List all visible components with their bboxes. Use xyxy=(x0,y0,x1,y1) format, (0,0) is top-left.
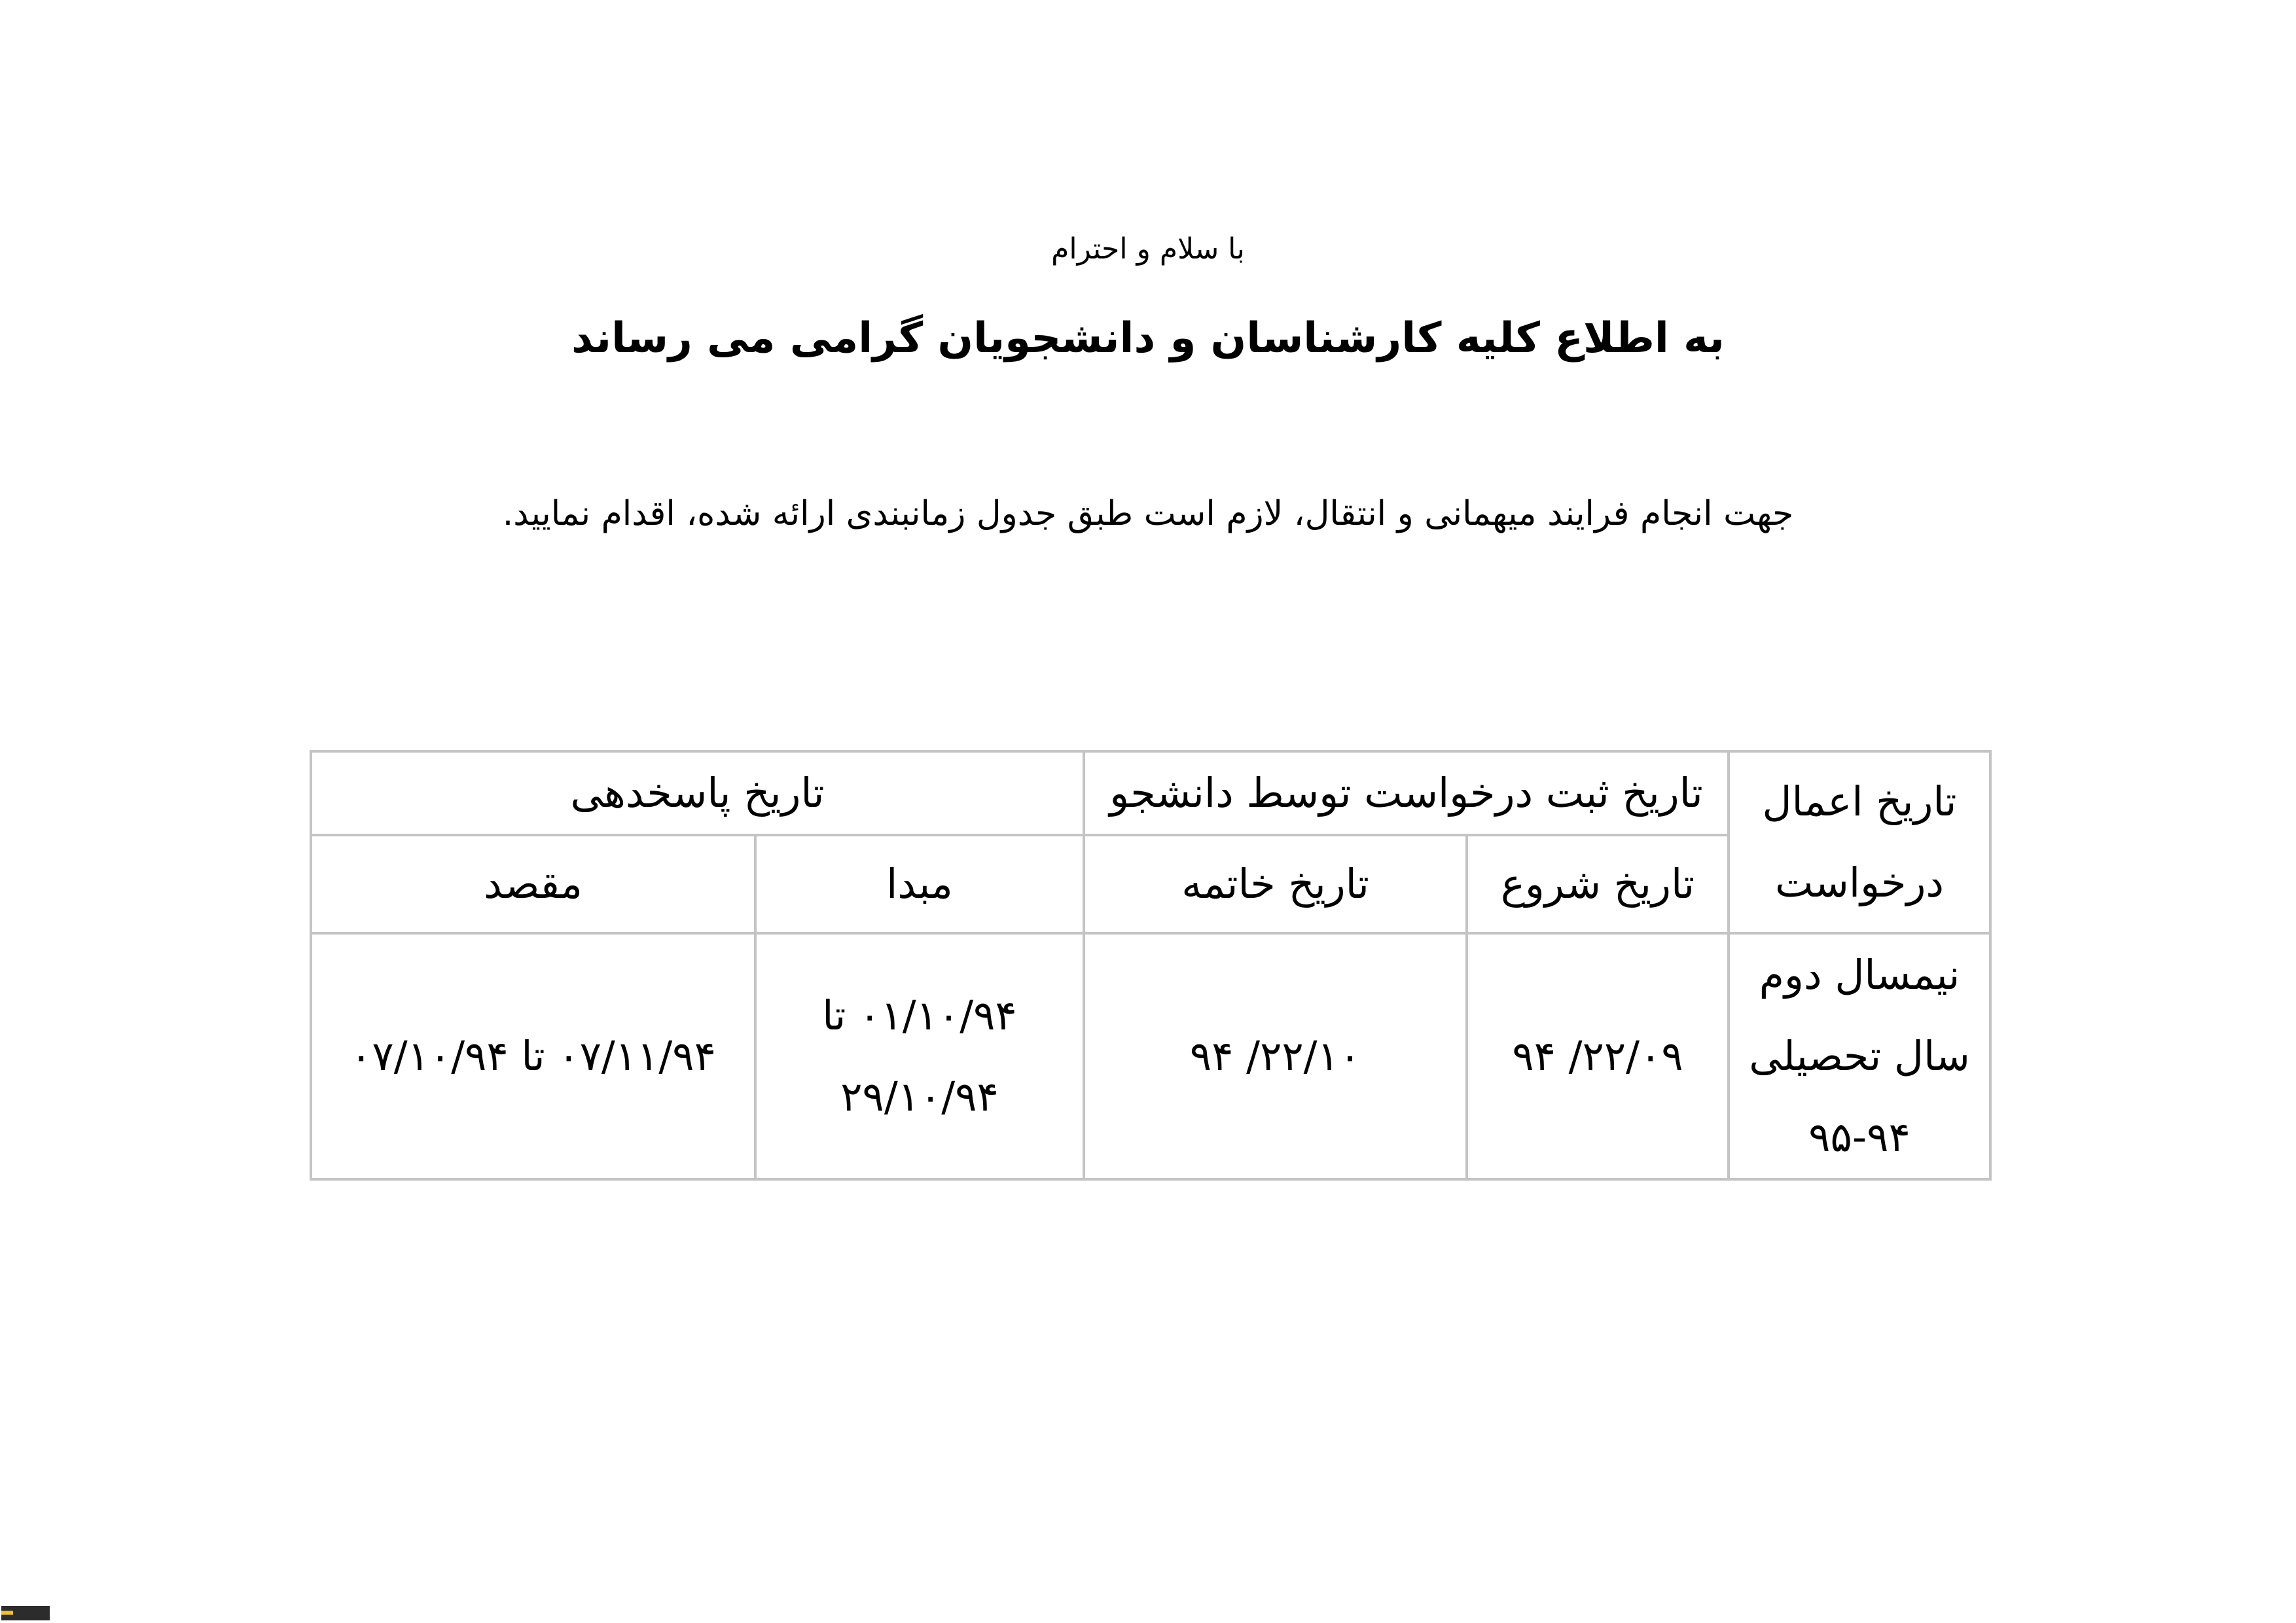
cell-destination: ۰۷/۱۱/۹۴ تا ۰۷/۱۰/۹۴ xyxy=(311,933,755,1179)
cell-semester xyxy=(1729,933,1990,1179)
subheader-start-date: تاریخ شروع xyxy=(1467,835,1729,933)
subheader-origin: مبدا xyxy=(755,835,1084,933)
header-response-date: تاریخ پاسخدهی xyxy=(311,751,1084,835)
cell-semester-line-1: نیمسال دوم xyxy=(1759,951,1960,999)
table-row xyxy=(311,933,1990,1179)
cell-end-date: ۹۴ /۲۲/۱۰ xyxy=(1084,933,1467,1179)
subheader-end-date: تاریخ خاتمه xyxy=(1084,835,1467,933)
announcement-heading: به اطلاع کلیه کارشناسان و دانشجویان گرامی می رساند xyxy=(571,314,1725,363)
header-apply-date-line-2: درخواست xyxy=(1775,859,1945,906)
cell-origin-line-1: ۰۱/۱۰/۹۴ تا xyxy=(822,991,1017,1039)
cell-origin xyxy=(755,933,1084,1179)
corner-watermark-logo: ■■■ xyxy=(1,1606,50,1620)
greeting-line: با سلام و احترام xyxy=(1051,232,1245,266)
cell-start-date: ۹۴ /۲۲/۰۹ xyxy=(1467,933,1729,1179)
cell-semester-line-2: سال تحصیلی xyxy=(1749,1032,1970,1080)
header-apply-date xyxy=(1729,751,1990,933)
intro-paragraph: جهت انجام فرایند میهمانی و انتقال، لازم است طبق جدول زمانبندی ارائه شده، اقدام نمایید. xyxy=(502,494,1794,533)
header-student-request: تاریخ ثبت درخواست توسط دانشجو xyxy=(1084,751,1729,835)
header-apply-date-line-1: تاریخ اعمال xyxy=(1762,777,1957,825)
schedule-table xyxy=(310,750,1992,1181)
table-header-row xyxy=(311,751,1990,835)
cell-origin-line-2: ۲۹/۱۰/۹۴ xyxy=(840,1073,999,1120)
subheader-destination: مقصد xyxy=(311,835,755,933)
cell-semester-line-3: ۹۵-۹۴ xyxy=(1808,1113,1910,1161)
